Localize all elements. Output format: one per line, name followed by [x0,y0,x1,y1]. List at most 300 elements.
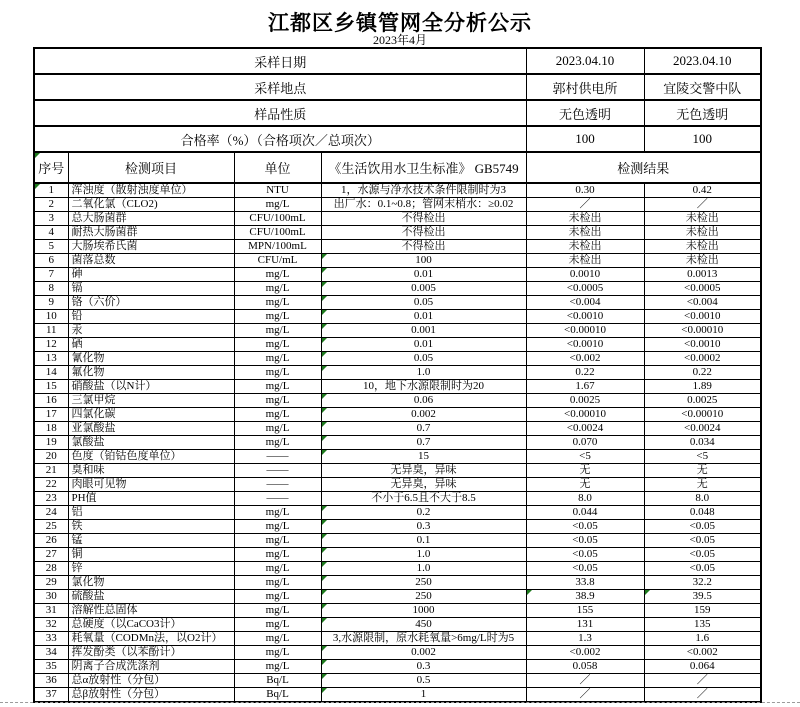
item-cell-text: 总β放射性（分包） [71,688,166,700]
item-cell [68,562,234,576]
item-cell [68,254,234,268]
item-cell-text: 镉 [71,282,83,294]
standard-cell [321,478,526,492]
result-cell-2 [644,478,761,492]
seq-cell-text: 3 [48,212,54,224]
seq-cell [34,296,68,310]
result-cell-2-text: 未检出 [685,212,719,224]
standard-cell-text: 15 [418,450,429,462]
unit-cell-text: mg/L [265,282,290,294]
item-cell-text: 溶解性总固体 [71,604,138,616]
seq-cell-text: 29 [45,576,57,588]
info-value-1 [526,48,644,74]
standard-cell [321,408,526,422]
item-cell [68,450,234,464]
result-cell-1-text: 未检出 [568,254,602,266]
seq-cell-text: 36 [45,674,57,686]
item-cell [68,408,234,422]
info-row [34,74,761,100]
seq-cell [34,183,68,198]
result-cell-1 [526,590,644,604]
header-seq [34,152,68,183]
seq-cell [34,534,68,548]
result-cell-1-text: 0.30 [575,184,595,196]
result-cell-1-text: 未检出 [568,226,602,238]
unit-cell-text: mg/L [265,604,290,616]
unit-cell [234,408,321,422]
seq-cell-text: 21 [45,464,57,476]
standard-cell-text: 1.0 [416,562,431,574]
standard-cell [321,506,526,520]
info-value-1-text: 无色透明 [559,106,612,122]
result-cell-1-text: <0.00010 [564,324,606,336]
unit-cell [234,520,321,534]
unit-cell-text: mg/L [265,520,290,532]
seq-cell-text: 34 [45,646,57,658]
header-unit [234,152,321,183]
result-cell-2 [644,436,761,450]
unit-cell [234,268,321,282]
result-cell-2-text: 无 [696,464,708,476]
info-value-2-text: 无色透明 [676,106,729,122]
info-row [34,126,761,152]
header-unit-label: 单位 [264,161,291,176]
info-label [34,100,526,126]
seq-cell [34,492,68,506]
info-value-1 [526,74,644,100]
comment-flag-icon [645,590,650,595]
seq-cell-text: 13 [45,352,57,364]
info-label-text: 合格率（%）（合格项次／总项次） [180,132,380,148]
unit-cell-text: CFU/mL [257,254,298,266]
result-cell-1 [526,240,644,254]
item-cell [68,590,234,604]
seq-cell-text: 20 [45,450,57,462]
standard-cell-text: 0.7 [416,422,431,434]
result-row [34,394,761,408]
result-cell-1-text: <0.05 [572,562,598,574]
standard-cell [321,520,526,534]
unit-cell-text: mg/L [265,198,290,210]
result-cell-2 [644,604,761,618]
item-cell [68,366,234,380]
seq-cell [34,366,68,380]
result-cell-1 [526,282,644,296]
result-cell-2-text: <0.00010 [681,408,724,420]
result-cell-2 [644,576,761,590]
result-cell-2 [644,520,761,534]
seq-cell-text: 35 [45,660,57,672]
item-cell-text: 臭和味 [71,464,105,476]
item-cell [68,520,234,534]
standard-cell-text: 0.001 [411,324,436,336]
result-cell-2 [644,562,761,576]
item-cell [68,660,234,674]
item-cell-text: 氯酸盐 [71,436,105,448]
result-cell-2 [644,310,761,324]
seq-cell-text: 31 [45,604,57,616]
result-cell-1-text: <5 [579,450,591,462]
item-cell-text: 大肠埃希氏菌 [71,240,138,252]
comment-flag-icon [322,366,327,371]
comment-flag-icon [527,590,532,595]
item-cell [68,338,234,352]
item-cell-text: 硒 [71,338,83,350]
item-cell-text: 总α放射性（分包） [71,674,166,686]
result-cell-1-text: 无 [579,464,591,476]
seq-cell-text: 11 [45,324,57,336]
result-cell-1-text: <0.0010 [566,310,604,322]
result-cell-2-text: ／ [696,198,708,210]
standard-cell [321,618,526,632]
result-cell-2-text: 0.048 [689,506,715,518]
result-cell-2-text: <5 [696,450,709,462]
unit-cell-text: Bq/L [266,674,289,686]
standard-cell [321,576,526,590]
unit-cell-text: mg/L [265,576,290,588]
result-row [34,198,761,212]
standard-cell [321,674,526,688]
result-row [34,632,761,646]
unit-cell [234,506,321,520]
seq-cell [34,660,68,674]
standard-cell-text: 250 [415,576,432,588]
item-cell [68,576,234,590]
result-cell-1 [526,183,644,198]
comment-flag-icon [322,352,327,357]
item-cell-text: 总硬度（以CaCO3计） [71,618,182,630]
result-cell-1-text: <0.004 [569,296,601,308]
unit-cell [234,338,321,352]
result-cell-1-text: <0.05 [572,548,598,560]
comment-flag-icon [322,646,327,651]
unit-cell-text: —— [266,450,289,462]
result-cell-1 [526,562,644,576]
result-cell-2-text: 0.0025 [687,394,718,406]
result-cell-1-text: <0.05 [572,534,598,546]
seq-cell [34,408,68,422]
unit-cell [234,632,321,646]
result-cell-2-text: 未检出 [685,254,719,266]
unit-cell-text: mg/L [265,562,290,574]
unit-cell [234,450,321,464]
standard-cell-text: 不得检出 [401,226,446,238]
page-title: 江都区乡镇管网全分析公示 [268,11,532,35]
unit-cell [234,352,321,366]
result-row [34,660,761,674]
result-cell-2-text: <0.05 [689,562,715,574]
result-cell-1 [526,478,644,492]
result-row [34,254,761,268]
result-cell-2 [644,422,761,436]
seq-cell [34,520,68,534]
item-cell [68,506,234,520]
result-cell-2 [644,674,761,688]
seq-cell [34,464,68,478]
result-row [34,366,761,380]
seq-cell [34,506,68,520]
result-row [34,436,761,450]
unit-cell [234,310,321,324]
unit-cell-text: CFU/100mL [249,212,306,224]
item-cell [68,548,234,562]
header-standard-label: 《生活饮用水卫生标准》 GB5749 [328,161,519,176]
result-cell-1-text: <0.0005 [566,282,604,294]
seq-cell-text: 26 [45,534,57,546]
result-cell-1-text: 未检出 [568,240,602,252]
standard-cell-text: 0.005 [411,282,436,294]
standard-cell-text: 0.05 [413,296,434,308]
result-cell-1-text: 1.67 [575,380,595,392]
unit-cell-text: mg/L [265,660,290,672]
result-row [34,478,761,492]
unit-cell-text: —— [266,478,289,490]
result-row [34,240,761,254]
standard-cell-text: 不得检出 [401,240,446,252]
comment-flag-icon [322,450,327,455]
unit-cell-text: —— [266,492,289,504]
seq-cell-text: 15 [45,380,57,392]
result-row [34,380,761,394]
result-row [34,183,761,198]
result-cell-1-text: ／ [579,674,591,686]
unit-cell [234,660,321,674]
info-row [34,48,761,74]
unit-cell [234,548,321,562]
result-cell-1-text: 8.0 [578,492,592,504]
unit-cell-text: MPN/100mL [248,240,307,252]
seq-cell-text: 25 [45,520,57,532]
result-cell-2-text: 无 [696,478,708,490]
result-cell-1 [526,492,644,506]
result-row [34,674,761,688]
item-cell-text: PH值 [71,492,97,504]
comment-flag-icon [322,338,327,343]
comment-flag-icon [322,660,327,665]
result-cell-2 [644,324,761,338]
comment-flag-icon [322,254,327,259]
result-cell-2 [644,366,761,380]
item-cell [68,534,234,548]
seq-cell [34,338,68,352]
item-cell-text: 氟化物 [71,366,105,378]
unit-cell-text: mg/L [265,366,290,378]
standard-cell [321,380,526,394]
item-cell-text: 铝 [71,506,83,518]
unit-cell [234,212,321,226]
item-cell [68,310,234,324]
standard-cell [321,254,526,268]
seq-cell [34,254,68,268]
item-cell-text: 耐热大肠菌群 [71,226,138,238]
result-cell-1 [526,366,644,380]
standard-cell-text: 450 [415,618,432,630]
result-cell-1 [526,576,644,590]
unit-cell [234,576,321,590]
result-row [34,506,761,520]
seq-cell-text: 16 [45,394,57,406]
seq-cell-text: 23 [45,492,57,504]
info-value-2-text: 100 [692,131,713,146]
result-cell-2-text: <0.05 [689,548,715,560]
seq-cell-text: 17 [45,408,57,420]
header-result [526,152,761,183]
item-cell [68,464,234,478]
result-row [34,534,761,548]
seq-cell-text: 5 [48,240,54,252]
result-cell-1-text: ／ [579,198,591,210]
standard-cell-text: 0.1 [416,534,431,546]
seq-cell-text: 18 [45,422,57,434]
seq-cell [34,688,68,703]
standard-cell-text: 0.3 [416,520,431,532]
unit-cell [234,366,321,380]
result-row [34,296,761,310]
result-cell-1-text: 1.3 [578,632,592,644]
item-cell [68,268,234,282]
seq-cell-text: 9 [48,296,54,308]
standard-cell [321,282,526,296]
standard-cell [321,464,526,478]
standard-cell-text: 1，水源与净水技术条件限制时为3 [341,184,506,196]
unit-cell [234,240,321,254]
result-cell-2-text: <0.00010 [681,324,724,336]
seq-cell [34,310,68,324]
item-cell [68,380,234,394]
result-cell-2-text: 0.22 [692,366,712,378]
page-break-dashed-line [0,702,800,703]
standard-cell [321,660,526,674]
results-header-row [34,152,761,183]
comment-flag-icon [35,184,40,189]
comment-flag-icon [322,408,327,413]
info-value-1-text: 100 [575,131,595,146]
standard-cell [321,632,526,646]
result-cell-2-text: 159 [694,604,711,616]
result-cell-1-text: 0.22 [575,366,595,378]
unit-cell [234,183,321,198]
item-cell [68,394,234,408]
seq-cell [34,394,68,408]
result-cell-1-text: <0.002 [569,352,601,364]
standard-cell [321,436,526,450]
result-cell-2-text: 0.42 [692,184,712,196]
result-cell-2 [644,632,761,646]
seq-cell [34,380,68,394]
item-cell-text: 色度（铂钴色度单位） [71,450,182,462]
unit-cell-text: mg/L [265,646,290,658]
result-cell-1-text: <0.0024 [566,422,604,434]
result-cell-2-text: <0.0010 [684,310,721,322]
seq-cell [34,548,68,562]
unit-cell-text: mg/L [265,296,290,308]
result-cell-1 [526,226,644,240]
unit-cell [234,562,321,576]
item-cell-text: 铬（六价） [71,296,127,308]
comment-flag-icon [35,153,40,158]
result-cell-1-text: <0.05 [572,520,598,532]
unit-cell-text: mg/L [265,380,290,392]
result-cell-1-text: 33.8 [575,576,595,588]
unit-cell-text: —— [266,464,289,476]
seq-cell-text: 22 [45,478,57,490]
item-cell [68,646,234,660]
result-cell-2-text: <0.0002 [684,352,721,364]
result-cell-1-text: 0.058 [572,660,598,672]
header-result-label: 检测结果 [617,161,670,176]
result-cell-1 [526,688,644,703]
item-cell-text: 铁 [71,520,83,532]
seq-cell [34,268,68,282]
result-cell-1-text: 未检出 [568,212,602,224]
standard-cell [321,688,526,703]
standard-cell [321,534,526,548]
standard-cell [321,450,526,464]
unit-cell-text: mg/L [265,268,290,280]
result-cell-1 [526,674,644,688]
page-subtitle: 2023年4月 [372,33,427,47]
comment-flag-icon [322,310,327,315]
unit-cell-text: mg/L [265,394,290,406]
result-row [34,548,761,562]
result-cell-1 [526,506,644,520]
result-cell-2 [644,212,761,226]
analysis-table [33,47,762,703]
result-cell-2 [644,183,761,198]
result-cell-2 [644,646,761,660]
result-cell-1 [526,604,644,618]
unit-cell [234,198,321,212]
standard-cell [321,646,526,660]
unit-cell-text: mg/L [265,338,290,350]
result-cell-1-text: 155 [576,604,594,616]
result-cell-1-text: 0.044 [572,506,598,518]
result-cell-1 [526,618,644,632]
result-row [34,324,761,338]
standard-cell [321,296,526,310]
item-cell [68,324,234,338]
result-cell-2 [644,380,761,394]
result-cell-1 [526,464,644,478]
info-value-1-text: 郭村供电所 [552,80,618,96]
standard-cell-text: 0.01 [413,268,434,280]
comment-flag-icon [322,296,327,301]
unit-cell-text: mg/L [265,352,290,364]
result-cell-1 [526,324,644,338]
result-row [34,450,761,464]
comment-flag-icon [322,562,327,567]
item-cell [68,674,234,688]
result-cell-2 [644,338,761,352]
comment-flag-icon [322,394,327,399]
result-cell-1 [526,646,644,660]
standard-cell-text: 不得检出 [401,212,446,224]
result-cell-2 [644,268,761,282]
result-cell-1 [526,380,644,394]
standard-cell [321,394,526,408]
item-cell-text: 菌落总数 [71,254,116,266]
info-label-text: 采样日期 [254,54,307,70]
comment-flag-icon [322,324,327,329]
info-value-1-text: 2023.04.10 [555,53,615,68]
comment-flag-icon [322,436,327,441]
seq-cell-text: 12 [45,338,57,350]
seq-cell-text: 2 [48,198,54,210]
seq-cell [34,450,68,464]
comment-flag-icon [322,268,327,273]
seq-cell [34,576,68,590]
result-cell-2 [644,506,761,520]
